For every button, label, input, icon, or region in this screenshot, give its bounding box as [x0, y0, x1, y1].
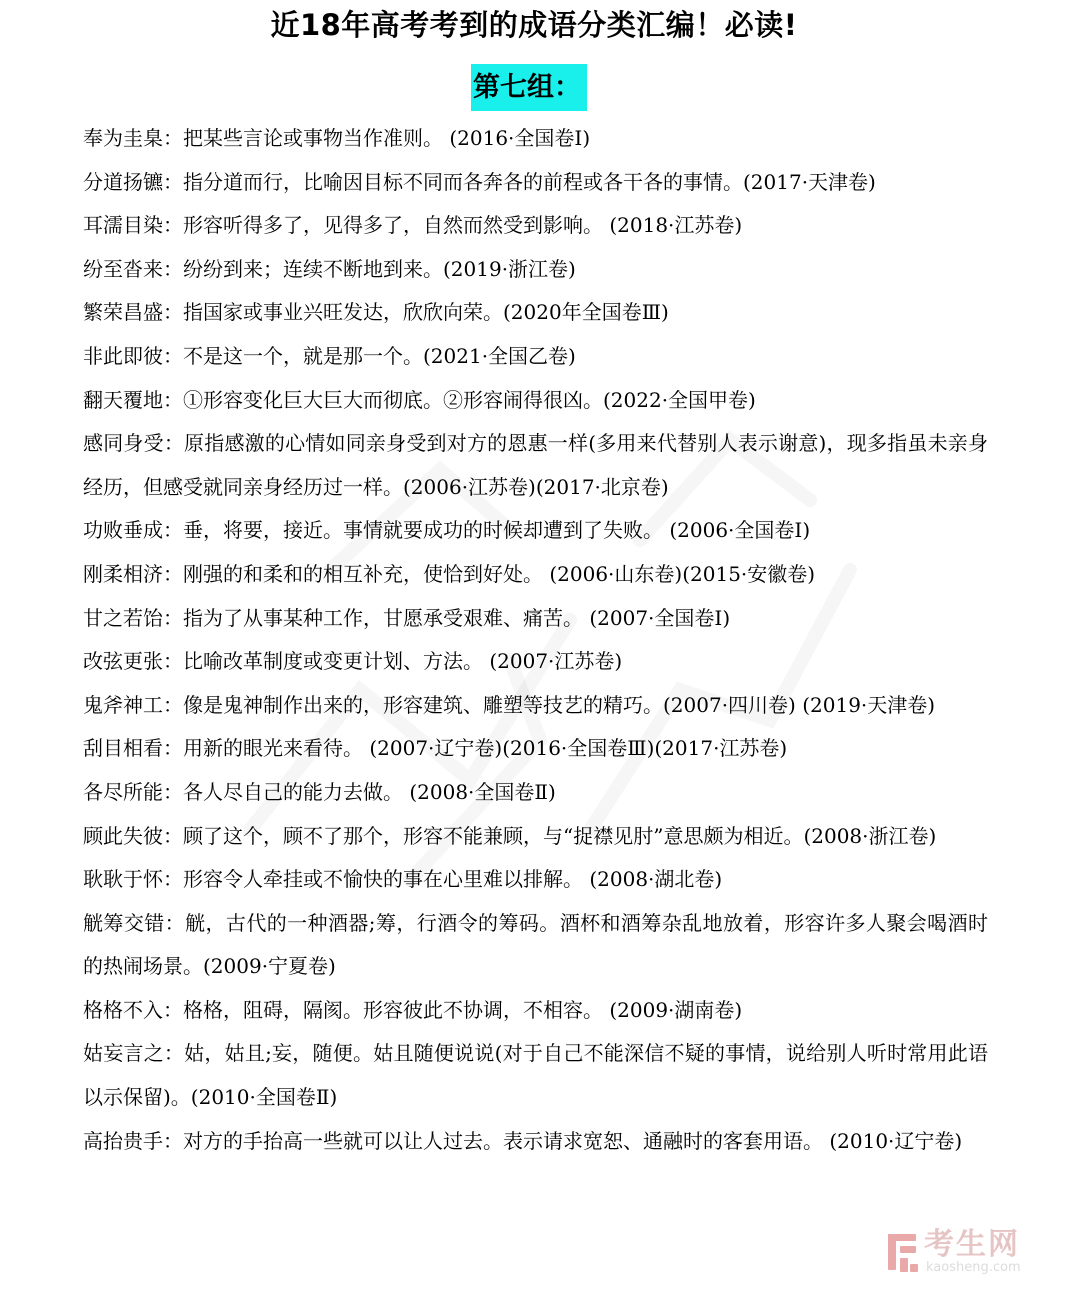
idiom-entry: 鬼斧神工：像是鬼神制作出来的，形容建筑、雕塑等技艺的精巧。(2007·四川卷) (2019·天津卷) [83, 692, 936, 717]
idiom-entry: 甘之若饴：指为了从事某种工作，甘愿承受艰难、痛苦。 (2007·全国卷Ⅰ) [83, 605, 731, 630]
idiom-entry: 刚柔相济：刚强的和柔和的相互补充，使恰到好处。 (2006·山东卷)(2015·安徽卷) [83, 561, 816, 586]
site-logo [886, 1228, 1051, 1278]
idiom-entry: 繁荣昌盛：指国家或事业兴旺发达，欣欣向荣。(2020年全国卷Ⅲ) [83, 300, 669, 325]
idiom-entry: 非此即彼：不是这一个，就是那一个。(2021·全国乙卷) [83, 343, 576, 368]
idiom-entry: 高抬贵手：对方的手抬高一些就可以让人过去。表示请求宽恕、通融时的客套用语。 (2010·辽宁卷) [83, 1128, 963, 1153]
idiom-entry: 功败垂成：垂，将要，接近。事情就要成功的时候却遭到了失败。 (2006·全国卷Ⅰ) [83, 518, 811, 543]
idiom-entry: 各尽所能：各人尽自己的能力去做。 (2008·全国卷Ⅱ) [83, 779, 556, 804]
idiom-entry: 格格不入：格格，阻碍，隔阂。形容彼此不协调，不相容。 (2009·湖南卷) [83, 997, 743, 1022]
idiom-entry: 纷至沓来：纷纷到来；连续不断地到来。(2019·浙江卷) [83, 256, 576, 281]
group-heading: 第七组： [471, 64, 587, 111]
idiom-entry: 姑妄言之：姑，姑且;妄，随便。姑且随便说说(对于自己不能深信不疑的事情，说给别人听时常用此语以示保留)。(2010·全国卷Ⅱ) [83, 1041, 988, 1110]
logo-name: 考生网 [924, 1227, 1020, 1262]
idiom-list [83, 117, 988, 1163]
idiom-entry: 刮目相看：用新的眼光来看待。 (2007·辽宁卷)(2016·全国卷Ⅲ)(2017·江苏卷) [83, 736, 788, 761]
idiom-entry: 顾此失彼：顾了这个，顾不了那个，形容不能兼顾，与“捉襟见肘”意思颇为相近。(2008·浙江卷) [83, 823, 937, 848]
idiom-entry: 翻天覆地：①形容变化巨大巨大而彻底。②形容闹得很凶。(2022·全国甲卷) [83, 387, 756, 412]
idiom-entry: 耿耿于怀：形容令人牵挂或不愉快的事在心里难以排解。 (2008·湖北卷) [83, 867, 723, 892]
kaosheng-logo-icon [886, 1230, 920, 1276]
logo-url: kaosheng.com [926, 1260, 1021, 1275]
idiom-entry: 分道扬镳：指分道而行，比喻因目标不同而各奔各的前程或各干各的事情。(2017·天津卷) [83, 169, 876, 194]
idiom-entry: 感同身受：原指感激的心情如同亲身受到对方的恩惠一样(多用来代替别人表示谢意)，现多指虽未亲身经历，但感受就同亲身经历过一样。(2006·江苏卷)(2017·北京卷) [83, 431, 988, 499]
idiom-entry: 耳濡目染：形容听得多了，见得多了，自然而然受到影响。 (2018·江苏卷) [83, 213, 743, 238]
idiom-entry: 奉为圭臬：把某些言论或事物当作准则。 (2016·全国卷Ⅰ) [83, 126, 591, 150]
idiom-entry: 改弦更张：比喻改革制度或变更计划、方法。 (2007·江苏卷) [83, 649, 623, 674]
idiom-entry: 觥筹交错：觥，古代的一种酒器;筹，行酒令的筹码。酒杯和酒筹杂乱地放着，形容许多人聚会喝酒时的热闹场景。(2009·宁夏卷) [83, 910, 988, 979]
page-title: 近18年高考考到的成语分类汇编！必读! [270, 8, 798, 42]
